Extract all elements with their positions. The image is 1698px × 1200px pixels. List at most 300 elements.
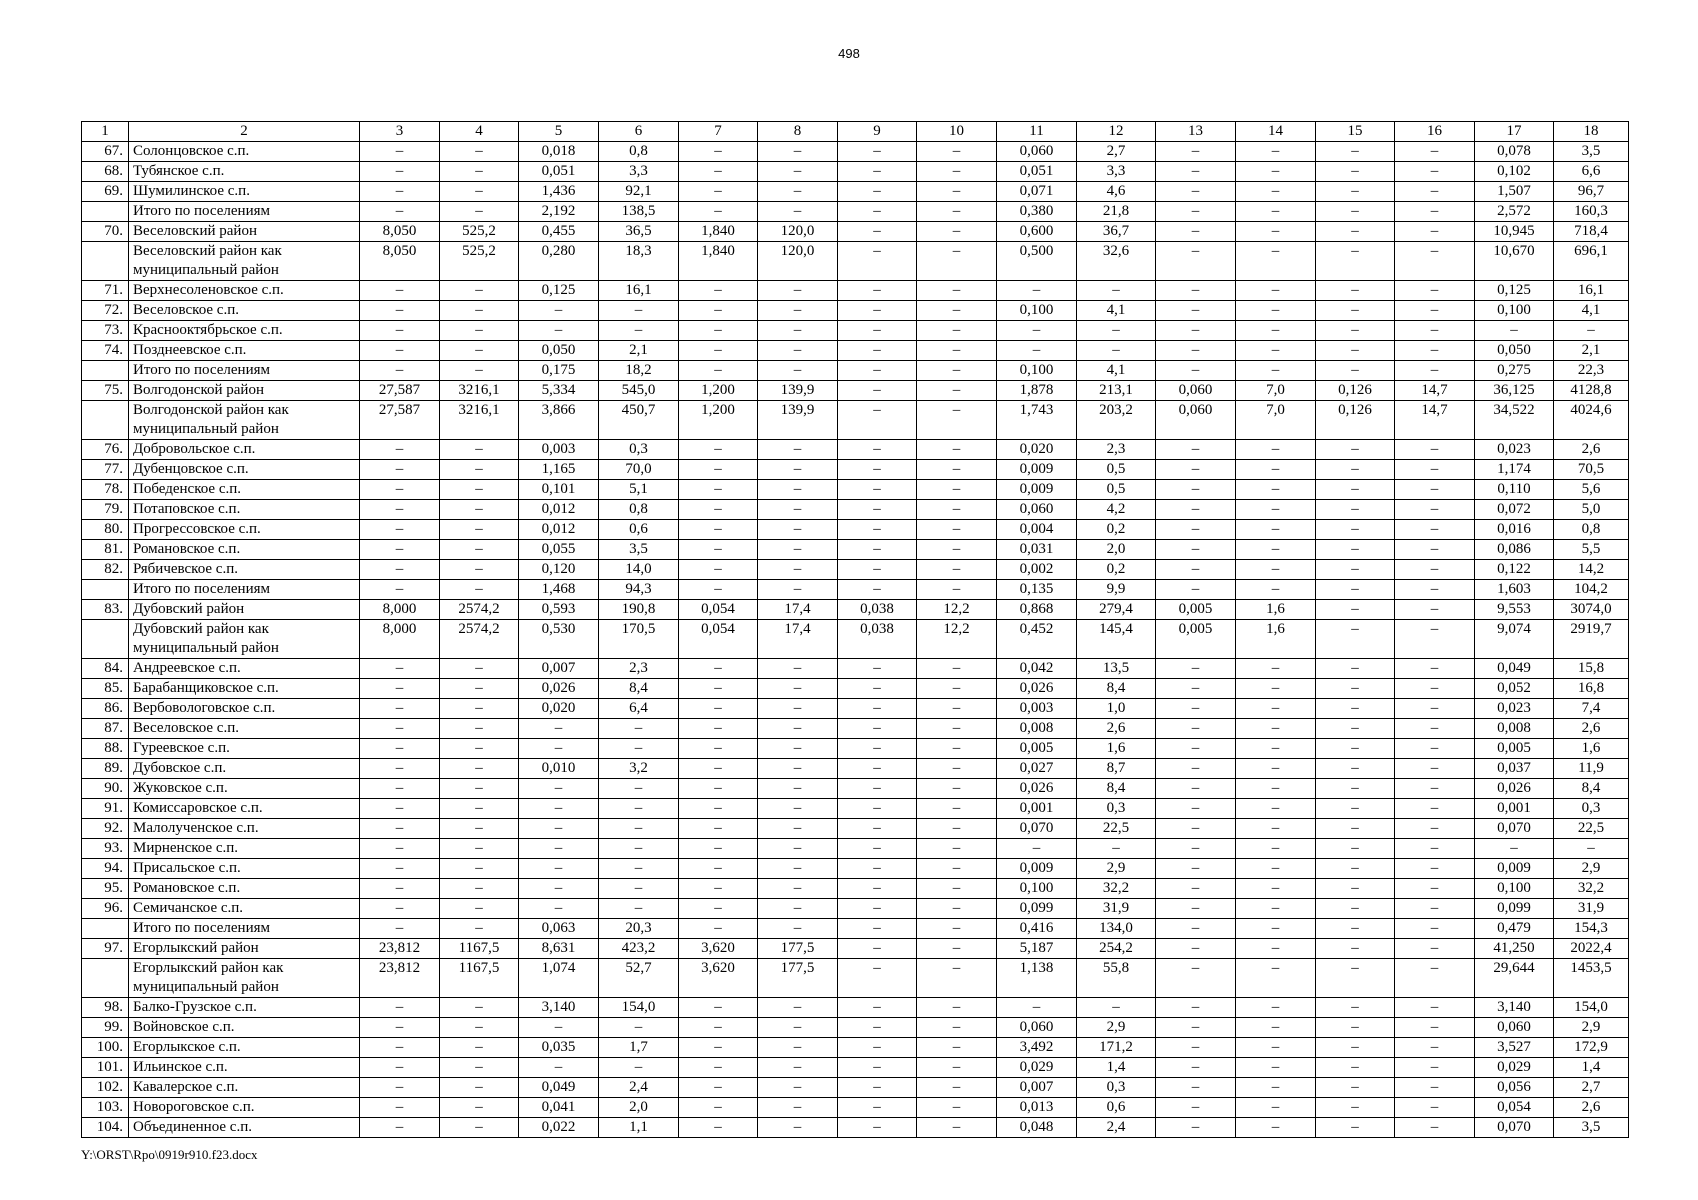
table-row [82, 599, 1629, 619]
row-name-cell: Жуковское с.п. [129, 778, 360, 798]
value-cell: – [1236, 718, 1316, 738]
value-cell: – [1156, 997, 1236, 1017]
value-cell: – [917, 559, 997, 579]
value-cell: 6,4 [599, 698, 679, 718]
value-cell: – [1395, 878, 1475, 898]
value-cell: 23,812 [360, 938, 440, 958]
value-cell: – [360, 818, 440, 838]
value-cell: – [838, 938, 917, 958]
value-cell: – [1156, 658, 1236, 678]
value-cell: 0,005 [1156, 599, 1236, 619]
value-cell: – [440, 1077, 519, 1097]
value-cell: 1,7 [599, 1037, 679, 1057]
value-cell: 23,812 [360, 958, 440, 997]
value-cell: – [1395, 360, 1475, 380]
value-cell: 0,100 [997, 878, 1077, 898]
value-cell: 10,670 [1475, 241, 1554, 280]
value-cell: – [838, 539, 917, 559]
value-cell: 8,000 [360, 599, 440, 619]
value-cell: 0,380 [997, 201, 1077, 221]
value-cell: 2574,2 [440, 619, 519, 658]
value-cell: – [440, 499, 519, 519]
value-cell: – [360, 201, 440, 221]
row-name-cell: Вербовологовское с.п. [129, 698, 360, 718]
value-cell: 2,6 [1077, 718, 1156, 738]
value-cell: – [758, 161, 838, 181]
value-cell: 0,3 [1077, 1077, 1156, 1097]
value-cell: – [440, 1117, 519, 1137]
value-cell: 8,4 [1554, 778, 1629, 798]
value-cell: 3,5 [599, 539, 679, 559]
column-header: 14 [1236, 122, 1316, 142]
value-cell: – [360, 997, 440, 1017]
row-number-cell: 78. [82, 479, 129, 499]
value-cell: – [1156, 718, 1236, 738]
table-row [82, 997, 1629, 1017]
value-cell: – [360, 898, 440, 918]
table-row [82, 758, 1629, 778]
value-cell: – [440, 818, 519, 838]
value-cell: – [1316, 718, 1395, 738]
value-cell: – [679, 818, 758, 838]
table-row [82, 1017, 1629, 1037]
value-cell: – [917, 241, 997, 280]
value-cell: 0,016 [1475, 519, 1554, 539]
value-cell: – [360, 698, 440, 718]
table-row [82, 738, 1629, 758]
column-header: 18 [1554, 122, 1629, 142]
value-cell: 1,878 [997, 380, 1077, 400]
value-cell: 3074,0 [1554, 599, 1629, 619]
value-cell: 154,0 [599, 997, 679, 1017]
value-cell: 0,868 [997, 599, 1077, 619]
row-number-cell: 101. [82, 1057, 129, 1077]
value-cell: – [1236, 181, 1316, 201]
value-cell: 3,2 [599, 758, 679, 778]
table-row [82, 499, 1629, 519]
value-cell: – [1156, 1037, 1236, 1057]
value-cell: – [838, 579, 917, 599]
value-cell: – [1236, 1017, 1316, 1037]
row-number-cell: 80. [82, 519, 129, 539]
value-cell: – [758, 1097, 838, 1117]
row-number-cell [82, 958, 129, 997]
value-cell: – [440, 360, 519, 380]
value-cell: – [1395, 738, 1475, 758]
value-cell: – [917, 1037, 997, 1057]
value-cell: 1,6 [1236, 599, 1316, 619]
value-cell: 11,9 [1554, 758, 1629, 778]
value-cell: 16,1 [1554, 280, 1629, 300]
value-cell: 1,468 [519, 579, 599, 599]
value-cell: – [519, 1017, 599, 1037]
value-cell: – [679, 798, 758, 818]
value-cell: – [679, 320, 758, 340]
table-row [82, 1077, 1629, 1097]
value-cell: 0,029 [997, 1057, 1077, 1077]
row-number-cell: 96. [82, 898, 129, 918]
row-number-cell: 86. [82, 698, 129, 718]
value-cell: – [1236, 499, 1316, 519]
value-cell: 31,9 [1077, 898, 1156, 918]
value-cell: – [1156, 1057, 1236, 1077]
row-name-cell: Шумилинское с.п. [129, 181, 360, 201]
value-cell: – [360, 798, 440, 818]
table-row [82, 718, 1629, 738]
value-cell: – [679, 579, 758, 599]
value-cell: – [440, 300, 519, 320]
value-cell: – [519, 778, 599, 798]
value-cell: – [1316, 181, 1395, 201]
value-cell: – [1156, 320, 1236, 340]
value-cell: 525,2 [440, 241, 519, 280]
value-cell: 36,125 [1475, 380, 1554, 400]
value-cell: – [1395, 818, 1475, 838]
value-cell: – [758, 499, 838, 519]
value-cell: – [838, 658, 917, 678]
value-cell: – [679, 718, 758, 738]
value-cell: – [1395, 579, 1475, 599]
value-cell: 0,063 [519, 918, 599, 938]
table-row [82, 181, 1629, 201]
value-cell: – [1156, 678, 1236, 698]
value-cell: – [758, 718, 838, 738]
value-cell: 0,054 [679, 599, 758, 619]
value-cell: – [917, 1117, 997, 1137]
value-cell: 2,6 [1554, 718, 1629, 738]
value-cell: – [997, 340, 1077, 360]
value-cell: – [1316, 997, 1395, 1017]
value-cell: 423,2 [599, 938, 679, 958]
table-row [82, 878, 1629, 898]
value-cell: – [1395, 938, 1475, 958]
value-cell: – [1316, 678, 1395, 698]
value-cell: – [360, 479, 440, 499]
value-cell: 0,530 [519, 619, 599, 658]
row-number-cell: 81. [82, 539, 129, 559]
value-cell: – [360, 1057, 440, 1077]
value-cell: 0,125 [1475, 280, 1554, 300]
value-cell: 154,0 [1554, 997, 1629, 1017]
value-cell: 1,165 [519, 459, 599, 479]
value-cell: 0,071 [997, 181, 1077, 201]
value-cell: – [519, 838, 599, 858]
value-cell: 0,101 [519, 479, 599, 499]
value-cell: 3,5 [1554, 1117, 1629, 1137]
value-cell: 0,099 [997, 898, 1077, 918]
value-cell: 0,042 [997, 658, 1077, 678]
value-cell: 120,0 [758, 241, 838, 280]
table-body [82, 122, 1629, 1138]
value-cell: 0,126 [1316, 400, 1395, 439]
value-cell: 0,049 [1475, 658, 1554, 678]
value-cell: – [838, 1117, 917, 1137]
row-number-cell: 70. [82, 221, 129, 241]
value-cell: 190,8 [599, 599, 679, 619]
value-cell: 2,1 [599, 340, 679, 360]
value-cell: 2919,7 [1554, 619, 1629, 658]
value-cell: – [1316, 758, 1395, 778]
value-cell: – [758, 320, 838, 340]
value-cell: 172,9 [1554, 1037, 1629, 1057]
row-name-cell: Итого по поселениям [129, 360, 360, 380]
value-cell: – [1077, 838, 1156, 858]
value-cell: – [917, 898, 997, 918]
value-cell: – [1236, 221, 1316, 241]
value-cell: 0,275 [1475, 360, 1554, 380]
value-cell: 22,5 [1554, 818, 1629, 838]
value-cell: – [1156, 141, 1236, 161]
value-cell: – [838, 479, 917, 499]
value-cell: – [1236, 958, 1316, 997]
value-cell: – [1316, 878, 1395, 898]
table-row [82, 221, 1629, 241]
value-cell: 7,0 [1236, 380, 1316, 400]
value-cell: 104,2 [1554, 579, 1629, 599]
value-cell: – [1236, 559, 1316, 579]
value-cell: – [1316, 1117, 1395, 1137]
value-cell: 0,070 [1475, 1117, 1554, 1137]
row-name-cell: Кавалерское с.п. [129, 1077, 360, 1097]
row-name-cell: Дубенцовское с.п. [129, 459, 360, 479]
value-cell: 8,4 [599, 678, 679, 698]
value-cell: – [1395, 958, 1475, 997]
value-cell: – [1395, 141, 1475, 161]
row-name-cell: Объединенное с.п. [129, 1117, 360, 1137]
footer-file-path: Y:\ORST\Rpo\0919r910.f23.docx [81, 1147, 258, 1162]
value-cell: – [917, 479, 997, 499]
value-cell: – [1156, 519, 1236, 539]
value-cell: 2022,4 [1554, 938, 1629, 958]
value-cell: – [1395, 918, 1475, 938]
table-row [82, 1037, 1629, 1057]
value-cell: 0,005 [997, 738, 1077, 758]
value-cell: – [1156, 1017, 1236, 1037]
row-name-cell: Добровольское с.п. [129, 439, 360, 459]
value-cell: – [838, 778, 917, 798]
value-cell: – [1316, 858, 1395, 878]
table-row [82, 539, 1629, 559]
value-cell: 696,1 [1554, 241, 1629, 280]
table-row [82, 280, 1629, 300]
value-cell: – [758, 559, 838, 579]
value-cell: – [679, 858, 758, 878]
value-cell: – [360, 439, 440, 459]
page-number: 498 [838, 46, 860, 61]
value-cell: 0,012 [519, 519, 599, 539]
value-cell: – [440, 579, 519, 599]
value-cell: – [360, 678, 440, 698]
value-cell: 0,100 [1475, 300, 1554, 320]
row-number-cell: 89. [82, 758, 129, 778]
value-cell: 15,8 [1554, 658, 1629, 678]
value-cell: – [1316, 1037, 1395, 1057]
value-cell: – [1156, 918, 1236, 938]
value-cell: – [917, 718, 997, 738]
row-number-cell: 75. [82, 380, 129, 400]
value-cell: – [758, 439, 838, 459]
row-number-cell [82, 201, 129, 221]
value-cell: 0,100 [1475, 878, 1554, 898]
value-cell: 170,5 [599, 619, 679, 658]
value-cell: 0,600 [997, 221, 1077, 241]
table-row [82, 161, 1629, 181]
value-cell: – [1156, 181, 1236, 201]
value-cell: 0,002 [997, 559, 1077, 579]
value-cell: – [838, 1017, 917, 1037]
value-cell: – [1236, 798, 1316, 818]
value-cell: – [758, 579, 838, 599]
column-header: 4 [440, 122, 519, 142]
value-cell: 0,026 [997, 678, 1077, 698]
value-cell: – [519, 798, 599, 818]
value-cell: – [1077, 997, 1156, 1017]
value-cell: 0,099 [1475, 898, 1554, 918]
value-cell: 18,3 [599, 241, 679, 280]
row-name-cell: Итого по поселениям [129, 201, 360, 221]
value-cell: 2574,2 [440, 599, 519, 619]
row-number-cell: 73. [82, 320, 129, 340]
value-cell: 2,192 [519, 201, 599, 221]
value-cell: 0,2 [1077, 559, 1156, 579]
row-name-cell: Семичанское с.п. [129, 898, 360, 918]
row-name-cell: Волгодонской район [129, 380, 360, 400]
value-cell: 0,060 [997, 499, 1077, 519]
value-cell: 8,4 [1077, 778, 1156, 798]
value-cell: 0,135 [997, 579, 1077, 599]
value-cell: – [838, 698, 917, 718]
value-cell: – [360, 579, 440, 599]
row-number-cell [82, 400, 129, 439]
value-cell: – [440, 1097, 519, 1117]
column-header: 13 [1156, 122, 1236, 142]
value-cell: – [1156, 858, 1236, 878]
value-cell: 0,020 [997, 439, 1077, 459]
value-cell: – [679, 459, 758, 479]
value-cell: – [599, 320, 679, 340]
table-row [82, 141, 1629, 161]
value-cell: – [1236, 1097, 1316, 1117]
value-cell: – [917, 579, 997, 599]
value-cell: – [758, 858, 838, 878]
value-cell: – [440, 778, 519, 798]
value-cell: 1167,5 [440, 958, 519, 997]
value-cell: – [758, 918, 838, 938]
table-row [82, 300, 1629, 320]
value-cell: 2,4 [599, 1077, 679, 1097]
row-number-cell [82, 918, 129, 938]
value-cell: – [838, 798, 917, 818]
value-cell: – [838, 997, 917, 1017]
value-cell: 96,7 [1554, 181, 1629, 201]
value-cell: – [1395, 858, 1475, 878]
value-cell: 27,587 [360, 380, 440, 400]
value-cell: – [1316, 658, 1395, 678]
column-header: 7 [679, 122, 758, 142]
table-row [82, 938, 1629, 958]
value-cell: 139,9 [758, 380, 838, 400]
value-cell: – [1236, 658, 1316, 678]
value-cell: 0,004 [997, 519, 1077, 539]
value-cell: – [360, 838, 440, 858]
value-cell: 0,005 [1475, 738, 1554, 758]
value-cell: 0,018 [519, 141, 599, 161]
value-cell: – [360, 1077, 440, 1097]
value-cell: 3,140 [1475, 997, 1554, 1017]
value-cell: – [440, 559, 519, 579]
row-number-cell: 88. [82, 738, 129, 758]
value-cell: – [1316, 918, 1395, 938]
value-cell: – [758, 778, 838, 798]
row-name-cell: Ильинское с.п. [129, 1057, 360, 1077]
value-cell: – [917, 958, 997, 997]
value-cell: – [1316, 778, 1395, 798]
value-cell: 0,122 [1475, 559, 1554, 579]
column-header: 16 [1395, 122, 1475, 142]
value-cell: 213,1 [1077, 380, 1156, 400]
value-cell: 0,060 [1156, 380, 1236, 400]
value-cell: 0,110 [1475, 479, 1554, 499]
value-cell: – [1395, 559, 1475, 579]
value-cell: – [1395, 1077, 1475, 1097]
value-cell: 1453,5 [1554, 958, 1629, 997]
value-cell: – [1077, 320, 1156, 340]
value-cell: 8,7 [1077, 758, 1156, 778]
value-cell: – [440, 758, 519, 778]
value-cell: – [679, 1017, 758, 1037]
value-cell: – [1236, 201, 1316, 221]
value-cell: – [758, 738, 838, 758]
value-cell: 2,0 [1077, 539, 1156, 559]
value-cell: – [758, 1077, 838, 1097]
value-cell: – [440, 1017, 519, 1037]
value-cell: – [679, 1037, 758, 1057]
value-cell: 41,250 [1475, 938, 1554, 958]
row-number-cell: 98. [82, 997, 129, 1017]
value-cell: 2,9 [1554, 1017, 1629, 1037]
value-cell: 171,2 [1077, 1037, 1156, 1057]
value-cell: 0,020 [519, 698, 599, 718]
value-cell: 0,054 [1475, 1097, 1554, 1117]
value-cell: – [1316, 280, 1395, 300]
value-cell: – [838, 958, 917, 997]
value-cell: – [440, 340, 519, 360]
value-cell: – [679, 360, 758, 380]
value-cell: – [440, 1057, 519, 1077]
value-cell: 1,6 [1554, 738, 1629, 758]
value-cell: – [917, 698, 997, 718]
value-cell: 8,050 [360, 241, 440, 280]
value-cell: – [1236, 141, 1316, 161]
row-number-cell: 94. [82, 858, 129, 878]
value-cell: – [1156, 559, 1236, 579]
value-cell: – [917, 499, 997, 519]
value-cell: – [679, 1117, 758, 1137]
value-cell: – [679, 898, 758, 918]
value-cell: 177,5 [758, 958, 838, 997]
value-cell: – [758, 678, 838, 698]
value-cell: 0,8 [599, 499, 679, 519]
value-cell: 3,3 [599, 161, 679, 181]
value-cell: 0,060 [997, 1017, 1077, 1037]
row-name-cell: Мирненское с.п. [129, 838, 360, 858]
value-cell: – [1316, 579, 1395, 599]
row-name-cell: Дубовский район [129, 599, 360, 619]
value-cell: – [917, 221, 997, 241]
value-cell: 0,031 [997, 539, 1077, 559]
value-cell: 0,2 [1077, 519, 1156, 539]
value-cell: – [758, 1117, 838, 1137]
